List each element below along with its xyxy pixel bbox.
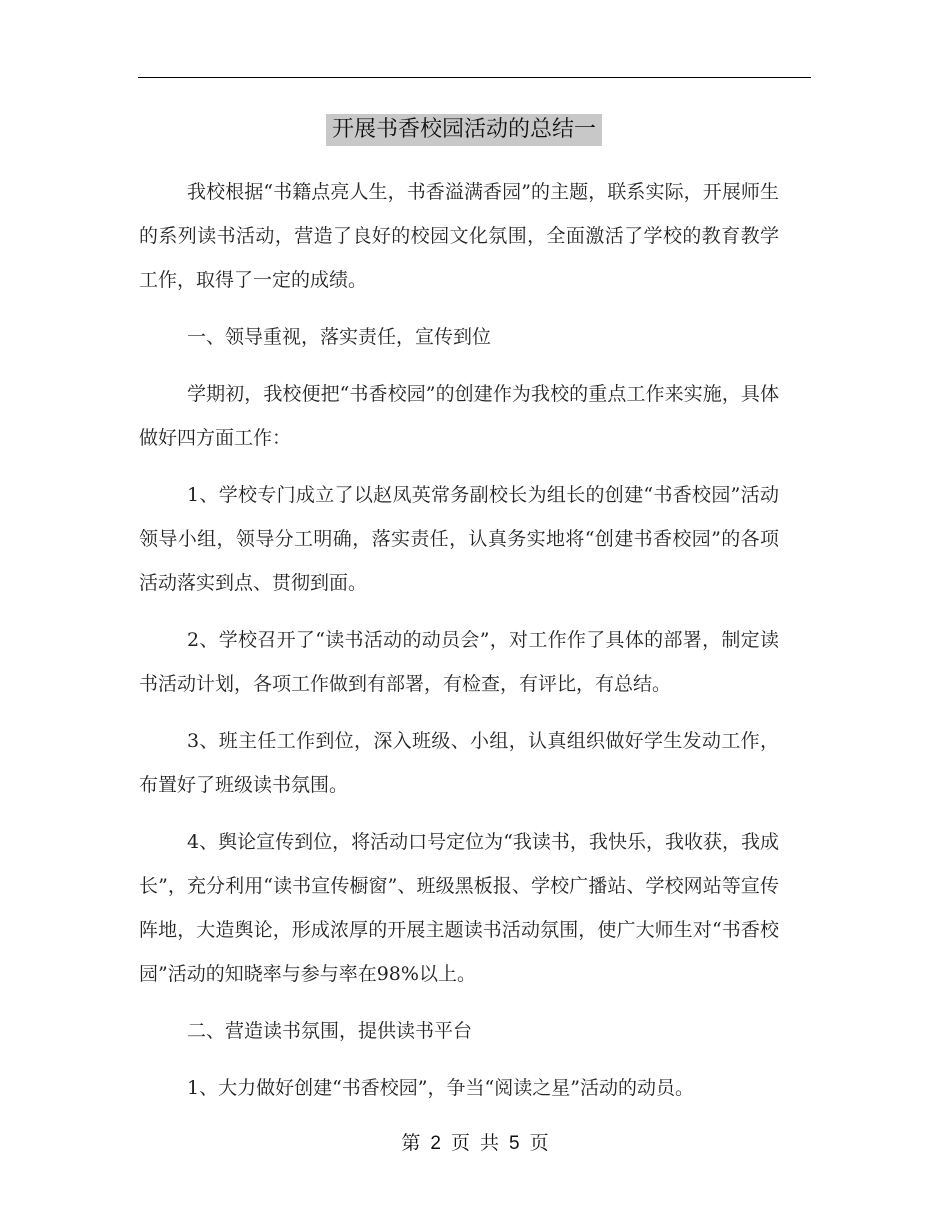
- page-footer: [0, 1128, 950, 1155]
- document-title: 开展书香校园活动的总结一: [326, 114, 602, 146]
- footer-total-word: 页: [529, 1132, 549, 1154]
- paragraph-item-1: 1、学校专门成立了以赵凤英常务副校长为组长的创建“书香校园”活动领导小组，领导分工明确，落实责任，认真务实地将“创建书香校园”的各项活动落实到点、贯彻到面。: [139, 484, 779, 594]
- section-heading-2: 二、营造读书氛围，提供读书平台: [187, 1020, 473, 1042]
- total-pages: 5: [509, 1133, 520, 1154]
- paragraph-section-1-intro: 学期初，我校便把“书香校园”的创建作为我校的重点工作来实施，具体做好四方面工作：: [139, 383, 779, 449]
- section-heading-1: 一、领导重视，落实责任，宣传到位: [187, 326, 492, 348]
- paragraph-item-2: 2、学校召开了“读书活动的动员会”，对工作作了具体的部署，制定读书活动计划，各项工作做到有部署，有检查，有评比，有总结。: [139, 629, 779, 695]
- footer-total-prefix: 共: [480, 1132, 500, 1154]
- paragraph-intro: 我校根据“书籍点亮人生，书香溢满香园”的主题，联系实际，开展师生的系列读书活动，营造了良好的校园文化氛围，全面激活了学校的教育教学工作，取得了一定的成绩。: [139, 181, 779, 291]
- paragraph-section-2-item-1: 1、大力做好创建“书香校园”，争当“阅读之星”活动的动员。: [187, 1077, 694, 1099]
- document-body: [139, 170, 779, 1123]
- paragraph-item-4: 4、舆论宣传到位，将活动口号定位为“我读书，我快乐，我收获，我成长”，充分利用“读书宣传橱窗”、班级黑板报、学校广播站、学校网站等宣传阵地，大造舆论，形成浓厚的开展主题读书活动氛围，使广大师生对“书香校园”活动的知晓率与参与率在98%以上。: [139, 831, 779, 985]
- header-rule: [138, 77, 811, 78]
- footer-prefix: 第: [401, 1132, 421, 1154]
- footer-page-word: 页: [450, 1132, 470, 1154]
- page-number: 2: [430, 1133, 441, 1154]
- paragraph-item-3: 3、班主任工作到位，深入班级、小组，认真组织做好学生发动工作，布置好了班级读书氛围。: [139, 730, 779, 796]
